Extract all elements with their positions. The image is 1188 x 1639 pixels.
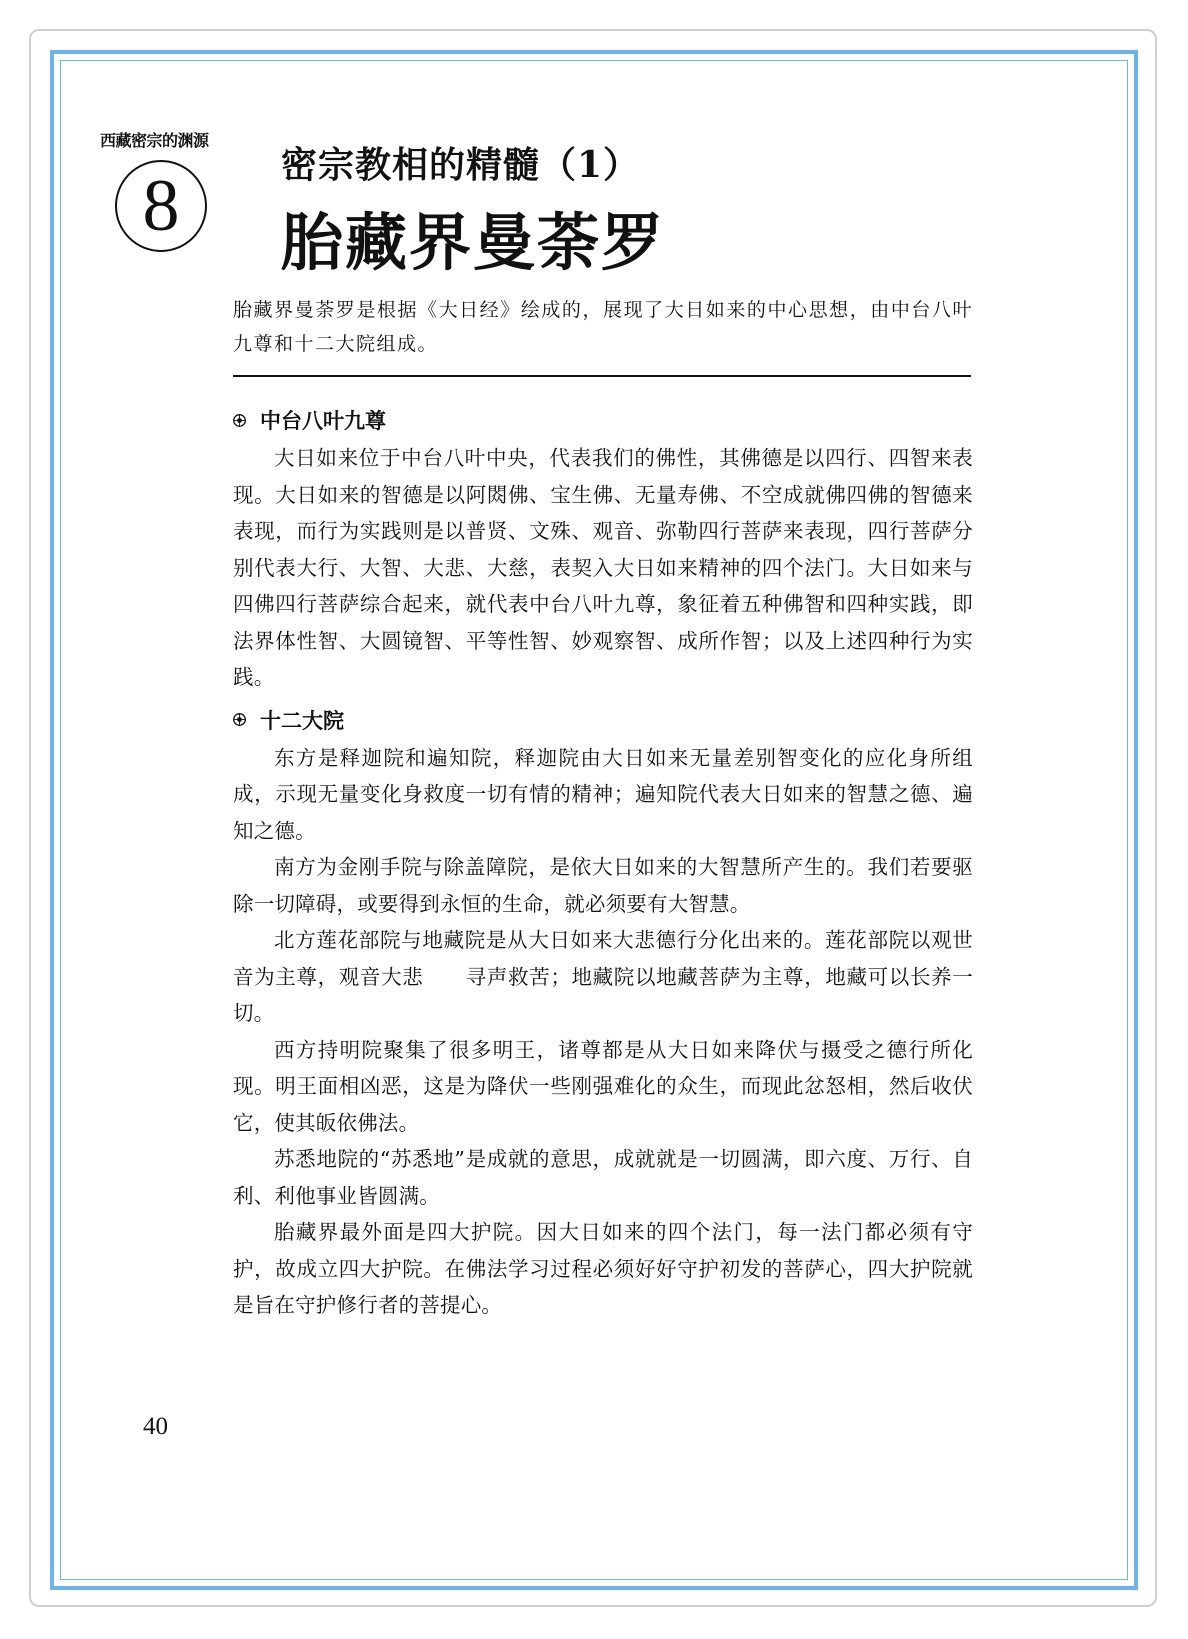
section-heading [233, 702, 973, 738]
section-heading-text: 十二大院 [260, 708, 344, 733]
divider [233, 375, 971, 377]
paragraph: 东方是释迦院和遍知院，释迦院由大日如来无量差别智变化的应化身所组成，示现无量变化身救度一切有情的精神；遍知院代表大日如来的智慧之德、遍知之德。 [233, 745, 973, 843]
paragraph: 胎藏界最外面是四大护院。因大日如来的四个法门，每一法门都必须有守护，故成立四大护院。在佛法学习过程必须好好守护初发的菩萨心，四大护院就是旨在守护修行者的菩提心。 [233, 1220, 973, 1317]
page-subtitle: 密宗教相的精髓（1） [281, 144, 641, 186]
flower-bullet-icon [233, 414, 246, 427]
paragraph: 南方为金刚手院与除盖障院，是依大日如来的大智慧所产生的。我们若要驱除一切障碍，或要得到永恒的生命，就必须要有大智慧。 [233, 855, 973, 916]
page-title: 胎藏界曼荼罗 [281, 206, 666, 279]
chapter-number-badge [115, 160, 207, 252]
page-number: 40 [143, 1413, 168, 1440]
series-label: 西藏密宗的渊源 [100, 131, 209, 150]
intro-paragraph: 胎藏界曼荼罗是根据《大日经》绘成的，展现了大日如来的中心思想，由中台八叶九尊和十二大院组成。 [233, 299, 973, 355]
section-central-platform [233, 402, 973, 696]
article-body [233, 402, 973, 1324]
section-twelve-courts [233, 702, 973, 1324]
flower-bullet-icon [233, 713, 246, 726]
paragraph: 大日如来位于中台八叶中央，代表我们的佛性，其佛德是以四行、四智来表现。大日如来的智德是以阿閦佛、宝生佛、无量寿佛、不空成就佛四佛的智德来表现，而行为实践则是以普贤、文殊、观音、弥勒四行菩萨来表现，四行菩萨分别代表大行、大智、大悲、大慈，表契入大日如来精神的四个法门。大日如来与四佛四行菩萨综合起来，就代表中台八叶九尊，象征着五种佛智和四种实践，即法界体性智、大圆镜智、平等性智、妙观察智、成所作智；以及上述四种行为实践。 [233, 446, 973, 689]
section-heading-text: 中台八叶九尊 [260, 409, 386, 433]
paragraph: 苏悉地院的“苏悉地”是成就的意思，成就就是一切圆满，即六度、万行、自利、利他事业皆圆满。 [233, 1147, 973, 1208]
paragraph: 西方持明院聚集了很多明王，诸尊都是从大日如来降伏与摄受之德行所化现。明王面相凶恶，这是为降伏一些刚强难化的众生，而现此忿怒相，然后收伏它，使其皈依佛法。 [233, 1037, 973, 1135]
paragraph: 北方莲花部院与地藏院是从大日如来大悲德行分化出来的。莲花部院以观世音为主尊，观音大悲 寻声救苦；地藏院以地藏菩萨为主尊，地藏可以长养一切。 [233, 928, 973, 1025]
chapter-number: 8 [142, 165, 180, 247]
section-heading [233, 402, 973, 438]
